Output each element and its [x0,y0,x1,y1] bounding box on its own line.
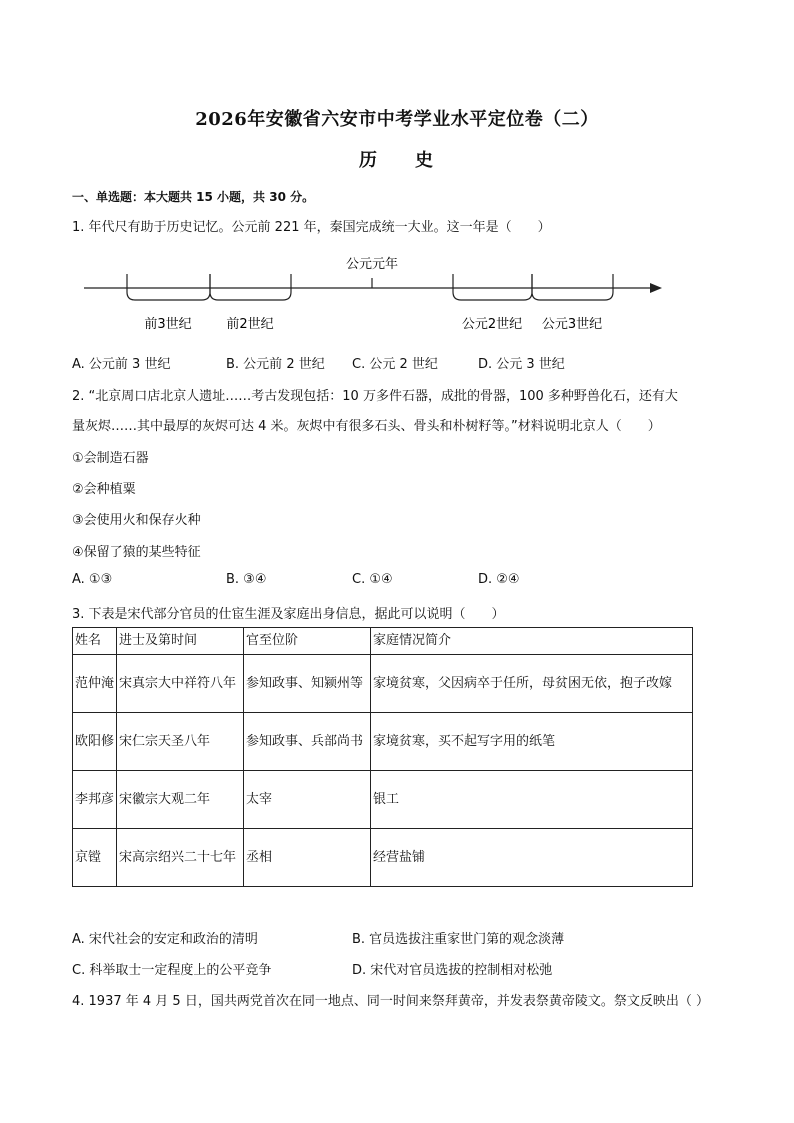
q2-statement-3: ③会使用火和保存火种 [72,513,201,528]
q1-option-d[interactable]: D. 公元 3 世纪 [478,357,565,372]
table-header-cell: 进士及第时间 [117,628,244,655]
table-row [73,713,693,771]
q3-option-a[interactable]: A. 宋代社会的安定和政治的清明 [72,932,258,947]
table-cell-family: 家境贫寒，买不起写字用的纸笔 [371,713,693,771]
table-header-cell: 官至位阶 [244,628,371,655]
q2-option-a[interactable]: A. ①③ [72,572,113,587]
q2-statement-1: ①会制造石器 [72,451,149,466]
bracket-label-ce-2nd: 公元2世纪 [461,317,523,332]
table-header-row [73,628,693,655]
q2-statement-2: ②会种植粟 [72,482,136,497]
bracket-label-ce-3rd: 公元3世纪 [541,317,603,332]
section-heading: 一、单选题：本大题共 15 小题，共 30 分。 [72,190,315,204]
q3-option-d[interactable]: D. 宋代对官员选拔的控制相对松弛 [352,963,553,978]
table-row [73,655,693,713]
table-cell-exam-year: 宋仁宗天圣八年 [117,713,244,771]
table-row [73,771,693,829]
song-officials-table [72,627,693,887]
q2-statement-4: ④保留了猿的某些特征 [72,545,201,560]
table-cell-family: 经营盐铺 [371,829,693,887]
timeline-arrowhead [650,283,662,293]
question-4-stem: 4. 1937 年 4 月 5 日，国共两党首次在同一地点、同一时间来祭拜黄帝，并发表祭黄帝陵文。祭文反映出（ ） [72,994,709,1009]
q1-option-c[interactable]: C. 公元 2 世纪 [352,357,438,372]
bracket-label-bce-3rd: 前3世纪 [144,317,192,332]
table-cell-rank: 太宰 [244,771,371,829]
bracket-ce-3rd [532,274,613,300]
table-header-cell: 家庭情况简介 [371,628,693,655]
q3-option-b[interactable]: B. 官员选拔注重家世门第的观念淡薄 [352,932,565,947]
q2-option-c[interactable]: C. ①④ [352,572,393,587]
table-cell-family: 银工 [371,771,693,829]
q2-option-b[interactable]: B. ③④ [226,572,267,587]
table-cell-name: 范仲淹 [73,655,117,713]
subject-char-1: 历 [359,150,379,171]
bracket-bce-2nd [210,274,291,300]
table-row [73,829,693,887]
question-2-stem-line-1: 2. “北京周口店北京人遗址……考古发现包括：10 万多件石器，成批的骨器，100 多种野兽化石，还有大 [72,389,678,404]
question-2-stem-line-2: 量灰烬……其中最厚的灰烬可达 4 米。灰烬中有很多石头、骨头和朴树籽等。”材料说明北京人（ ） [72,419,661,434]
table-cell-exam-year: 宋徽宗大观二年 [117,771,244,829]
q1-option-b[interactable]: B. 公元前 2 世纪 [226,357,325,372]
exam-title: 2026年安徽省六安市中考学业水平定位卷（二） [195,109,599,130]
table-cell-rank: 参知政事、知颍州等 [244,655,371,713]
question-1-stem: 1. 年代尺有助于历史记忆。公元前 221 年，秦国完成统一大业。这一年是（ ） [72,220,551,235]
table-cell-name: 欧阳修 [73,713,117,771]
timeline-diagram [72,248,672,338]
q2-option-d[interactable]: D. ②④ [478,572,520,587]
table-cell-name: 京镗 [73,829,117,887]
table-cell-rank: 丞相 [244,829,371,887]
q3-option-c[interactable]: C. 科举取士一定程度上的公平竞争 [72,963,272,978]
bracket-bce-3rd [127,274,210,300]
table-header-cell: 姓名 [73,628,117,655]
question-3-stem: 3. 下表是宋代部分官员的仕宦生涯及家庭出身信息，据此可以说明（ ） [72,607,505,622]
subject-title [0,146,794,172]
subject-char-2: 史 [415,150,435,171]
timeline-origin-label: 公元元年 [345,257,399,272]
table-cell-exam-year: 宋高宗绍兴二十七年 [117,829,244,887]
table-cell-rank: 参知政事、兵部尚书 [244,713,371,771]
q1-option-a[interactable]: A. 公元前 3 世纪 [72,357,171,372]
table-cell-family: 家境贫寒，父因病卒于任所，母贫困无依，抱子改嫁 [371,655,693,713]
bracket-ce-2nd [453,274,532,300]
table-cell-name: 李邦彦 [73,771,117,829]
table-cell-exam-year: 宋真宗大中祥符八年 [117,655,244,713]
bracket-label-bce-2nd: 前2世纪 [226,317,274,332]
